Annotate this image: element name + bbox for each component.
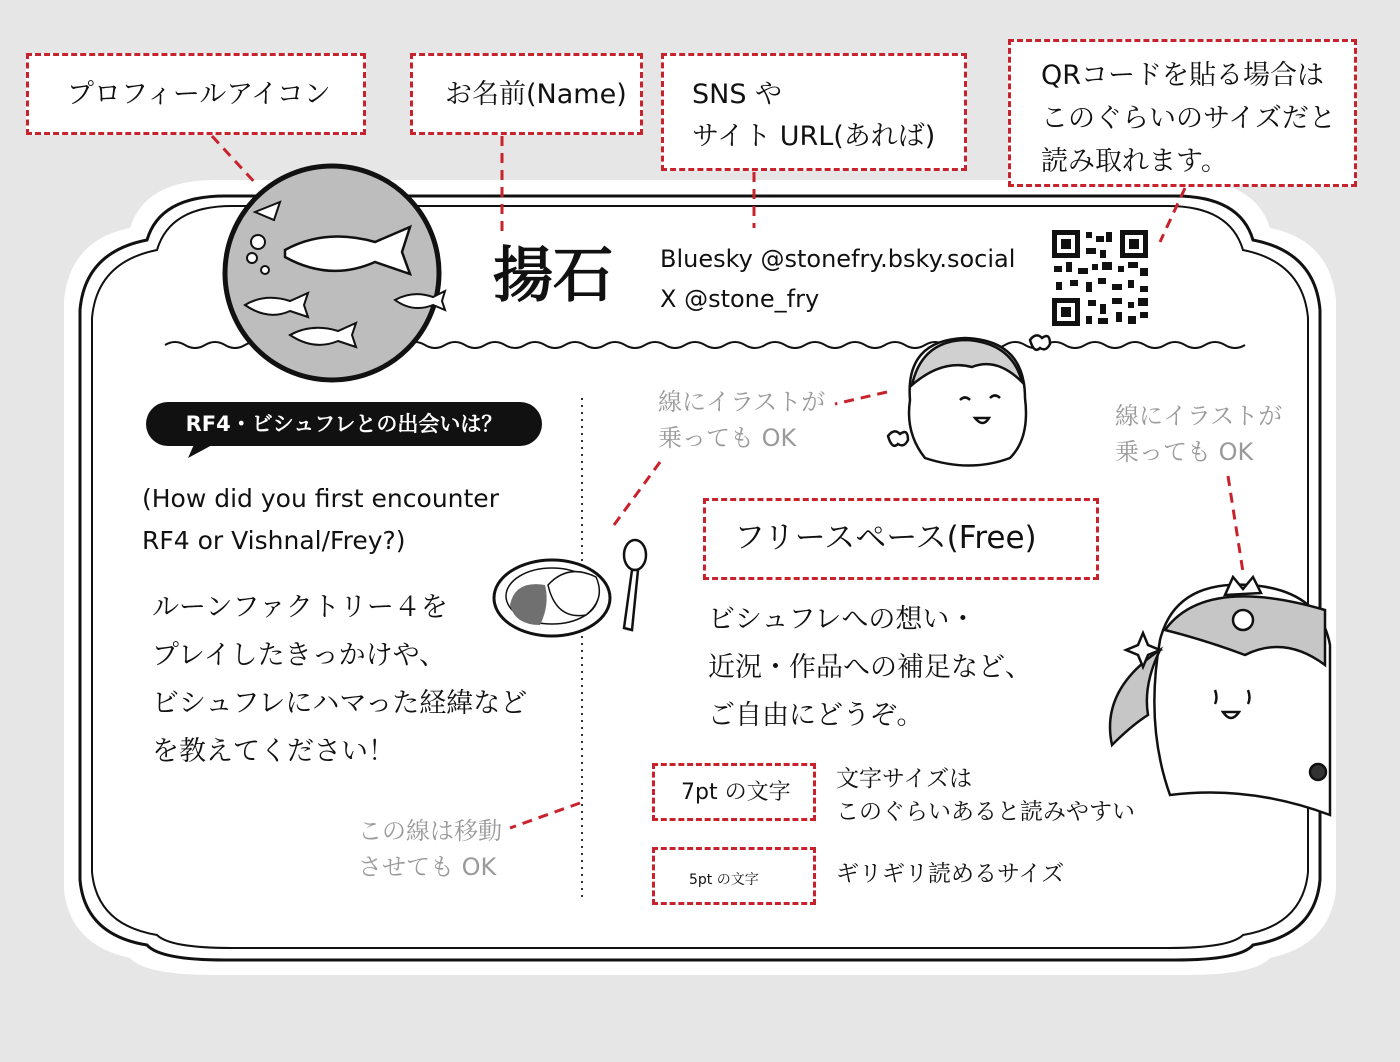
profile-name: 揚石: [493, 241, 613, 311]
qr-callout-line2: このぐらいのサイズだと: [1041, 103, 1336, 134]
free-space-title: フリースペース(Free): [734, 520, 1037, 556]
qr-code: [1052, 230, 1148, 326]
question-english-line2: RF4 or Vishnal/Frey?): [142, 526, 406, 555]
illust-note-2-line2: 乗っても OK: [1115, 438, 1254, 466]
sns-callout: [661, 53, 967, 171]
size7-description: [836, 763, 1135, 829]
sns-x[interactable]: X @stone_fry: [660, 285, 820, 313]
illust-note-1-line2: 乗っても OK: [658, 424, 797, 452]
illust-note-2: [1115, 398, 1282, 470]
size7-description-line2: このぐらいあると読みやすい: [836, 799, 1135, 825]
illust-note-1: [658, 384, 825, 456]
encounter-body-line4: を教えてください！: [152, 736, 395, 767]
size5-sample-box: [652, 847, 816, 905]
sns-callout-line2: サイト URL(あれば): [692, 121, 936, 152]
question-english-line1: (How did you first encounter: [142, 484, 499, 513]
question-bubble: [146, 402, 542, 446]
size7-sample-text: 7pt の文字: [681, 780, 791, 805]
question-english: [142, 478, 499, 562]
illust-note-2-line1: 線にイラストが: [1115, 402, 1283, 430]
size5-sample-text: 5pt の文字: [689, 872, 759, 888]
name-callout: [410, 53, 643, 135]
free-space-line3: ご自由にどうぞ。: [708, 700, 924, 731]
move-line-note-line1: この線は移動: [358, 817, 502, 845]
qr-callout-line1: QRコードを貼る場合は: [1041, 60, 1325, 91]
free-space-body: [708, 596, 1032, 740]
sns-bluesky[interactable]: Bluesky @stonefry.bsky.social: [660, 245, 1016, 273]
illust-note-1-line1: 線にイラストが: [658, 388, 826, 416]
icon-callout: [26, 53, 366, 135]
free-space-line2: 近況・作品への補足など、: [708, 652, 1032, 683]
icon-callout-text: プロフィールアイコン: [67, 79, 331, 110]
sns-callout-line1: SNS や: [692, 79, 783, 110]
question-text: RF4・ビシュフレとの出会いは？: [185, 412, 503, 436]
free-space-title-box: [703, 498, 1099, 580]
move-line-note-line2: させても OK: [358, 853, 497, 881]
encounter-body-line1: ルーンファクトリー４を: [152, 592, 448, 623]
qr-callout: [1008, 39, 1357, 187]
size7-sample-box: [652, 763, 816, 821]
name-callout-text: お名前(Name): [445, 79, 627, 110]
move-line-note: [358, 813, 502, 885]
free-space-line1: ビシュフレへの想い・: [708, 604, 977, 635]
qr-callout-line3: 読み取れます。: [1041, 146, 1228, 177]
encounter-body-line3: ビシュフレにハマった経緯など: [152, 688, 528, 719]
size5-description: ギリギリ読めるサイズ: [836, 861, 1065, 887]
encounter-body-line2: プレイしたきっかけや、: [152, 640, 447, 671]
size7-description-line1: 文字サイズは: [836, 766, 973, 792]
encounter-body: [152, 584, 527, 776]
